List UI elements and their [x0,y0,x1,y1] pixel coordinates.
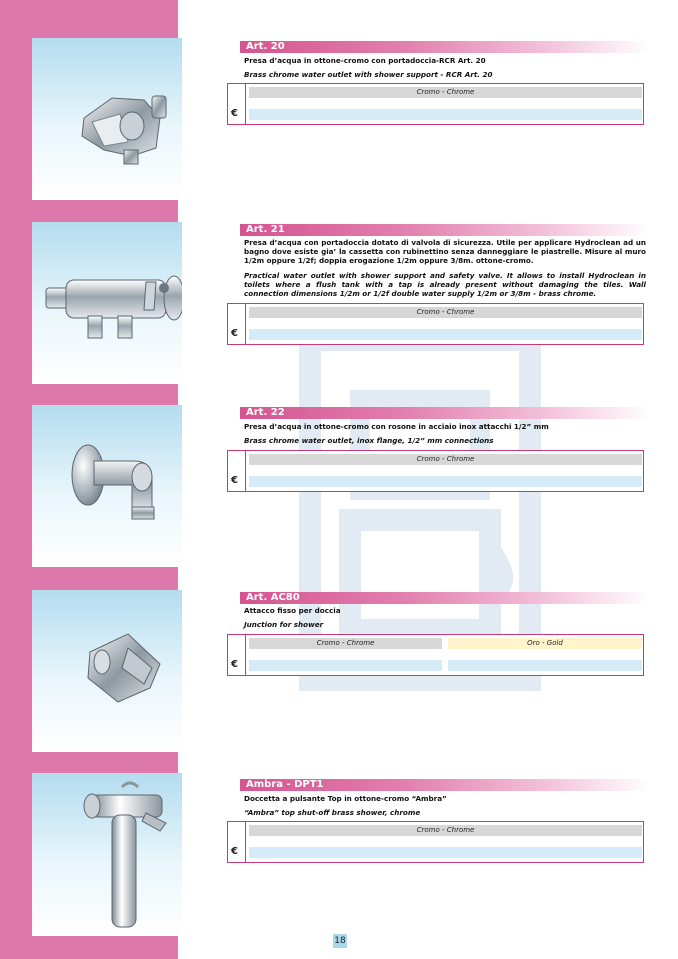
price-cell-gold [448,660,642,671]
currency-cell [228,304,246,344]
price-table [227,303,644,345]
product-photo [32,773,182,936]
article-title: Ambra - DPT1 [240,779,650,791]
description-italian: Presa d’acqua in ottone-cromo con portadoccia-RCR Art. 20 [244,56,486,65]
price-table [227,83,644,125]
price-table [227,821,644,863]
description-english: Practical water outlet with shower support and safety valve. It allows to install Hydroclean in toilets where a flush tank with a tap is already present without damaging the tiles. Wall connection dimensions 1/2m or 1/2f double water supply 1/2m or 3/8m - brass chrome. [244,271,646,298]
product-photo [32,38,182,200]
price-table [227,634,644,676]
column-header-chrome: Cromo - Chrome [249,454,642,465]
article-title: Art. 20 [240,41,650,53]
description-english: Brass chrome water outlet, inox flange, 1/2” mm connections [244,436,494,445]
euro-icon: € [231,846,238,857]
product-photo [32,222,182,384]
elbow-outlet-photo [32,405,182,567]
euro-icon: € [231,475,238,486]
description-english: “Ambra” top shut-off brass shower, chrome [244,808,421,817]
description-italian: Presa d’acqua con portadoccia dotato di valvola di sicurezza. Utile per applicare Hydroclean ad un bagno dove esiste gia’ la cassetta con rubinettino senza danneggiare le piastrelle. Misure al muro 1/2m oppure 1/2f; doppia erogazione 1/2m oppure 3/8m. ottone-cromo. [244,238,646,265]
description-italian: Presa d’acqua in ottone-cromo con rosone in acciaio inox attacchi 1/2” mm [244,422,549,431]
price-cell [249,329,642,340]
price-table [227,450,644,492]
description-english: Junction for shower [244,620,324,629]
euro-icon: € [231,659,238,670]
currency-cell [228,635,246,675]
product-photo [32,405,182,567]
shower-holder-photo [32,590,182,752]
column-header-chrome: Cromo - Chrome [249,638,442,649]
shower-valve-photo [32,222,182,384]
product-photo [32,590,182,752]
euro-icon: € [231,328,238,339]
article-title: Art. 21 [240,224,650,236]
column-header-chrome: Cromo - Chrome [249,307,642,318]
currency-cell [228,451,246,491]
currency-cell [228,84,246,124]
column-header-chrome: Cromo - Chrome [249,87,642,98]
currency-cell [228,822,246,862]
wall-outlet-photo [32,38,182,200]
page-number: 18 [334,936,346,946]
article-title: Art. 22 [240,407,650,419]
column-header-chrome: Cromo - Chrome [249,825,642,836]
price-cell [249,109,642,120]
article-title: Art. AC80 [240,592,650,604]
price-cell-chrome [249,660,442,671]
price-cell [249,476,642,487]
price-cell [249,847,642,858]
hand-shower-photo [32,773,182,936]
description-italian: Attacco fisso per doccia [244,606,341,615]
column-header-gold: Oro - Gold [448,638,642,649]
description-italian: Doccetta a pulsante Top in ottone-cromo “Ambra” [244,794,447,803]
euro-icon: € [231,108,238,119]
description-english: Brass chrome water outlet with shower support - RCR Art. 20 [244,70,493,79]
